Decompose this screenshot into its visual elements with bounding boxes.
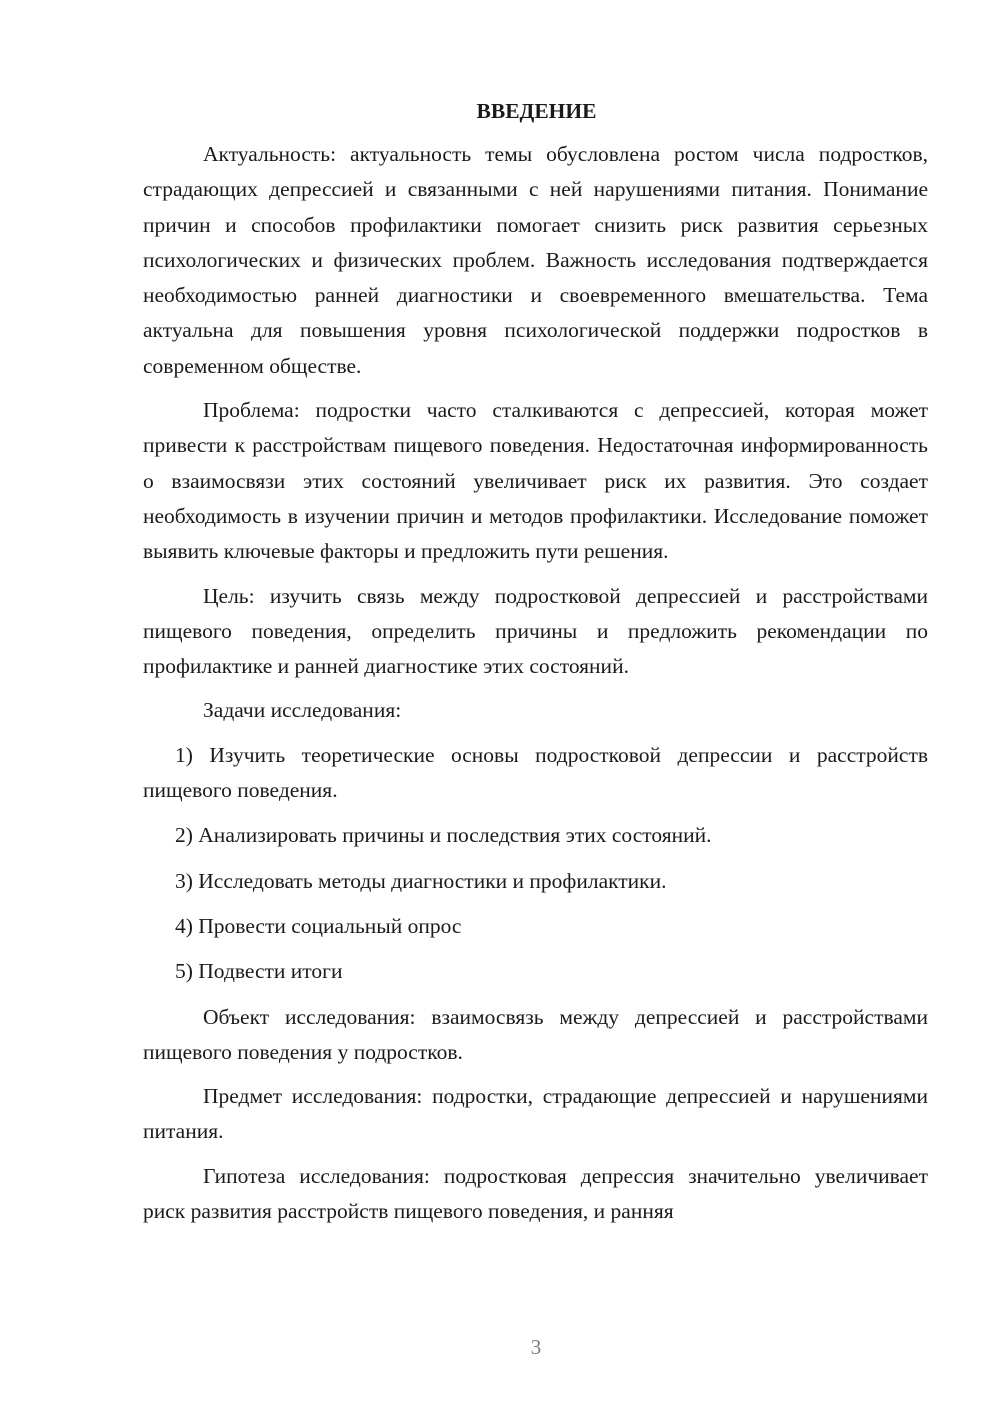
task-item-3: 3) Исследовать методы диагностики и профилактики. <box>175 868 667 893</box>
tasks-heading: Задачи исследования: <box>203 698 402 723</box>
page-title: ВВЕДЕНИЕ <box>476 99 597 123</box>
hypothesis-paragraph: Гипотеза исследования: подростковая депрессия значительно увеличивает риск развития расстройств пищевого поведения, и ранняя <box>143 1163 928 1224</box>
subject-paragraph: Предмет исследования: подростки, страдающие депрессией и нарушениями питания. <box>143 1084 928 1144</box>
task-item-5: 5) Подвести итоги <box>175 959 343 984</box>
object-paragraph: Объект исследования: взаимосвязь между депрессией и расстройствами пищевого поведения у подростков. <box>143 1004 928 1064</box>
relevance-paragraph: Актуальность: актуальность темы обусловлена ростом числа подростков, страдающих депрессией и связанными с ней нарушениями питания. Понимание причин и способов профилактики помогает снизить риск развития серьезных психологических и физических проблем. Важность исследования подтверждается необходимостью ранней диагностики и своевременного вмешательства. Тема актуальна для повышения уровня психологической поддержки подростков в современном обществе. <box>143 142 928 378</box>
problem-paragraph: Проблема: подростки часто сталкиваются с депрессией, которая может привести к расстройствам пищевого поведения. Недостаточная информированность о взаимосвязи этих состояний увеличивает риск их развития. Это создает необходимость в изучении причин и методов профилактики. Исследование поможет выявить ключевые факторы и предложить пути решения. <box>143 398 928 564</box>
goal-paragraph: Цель: изучить связь между подростковой депрессией и расстройствами пищевого поведения, определить причины и предложить рекомендации по профилактике и ранней диагностике этих состояний. <box>143 583 928 679</box>
task-item-4: 4) Провести социальный опрос <box>175 913 462 938</box>
task-item-2: 2) Анализировать причины и последствия этих состояний. <box>175 823 712 848</box>
page-number: 3 <box>530 1335 542 1359</box>
page-content <box>143 94 928 1238</box>
task-item-1: 1) Изучить теоретические основы подростковой депрессии и расстройств пищевого поведения. <box>143 742 928 803</box>
